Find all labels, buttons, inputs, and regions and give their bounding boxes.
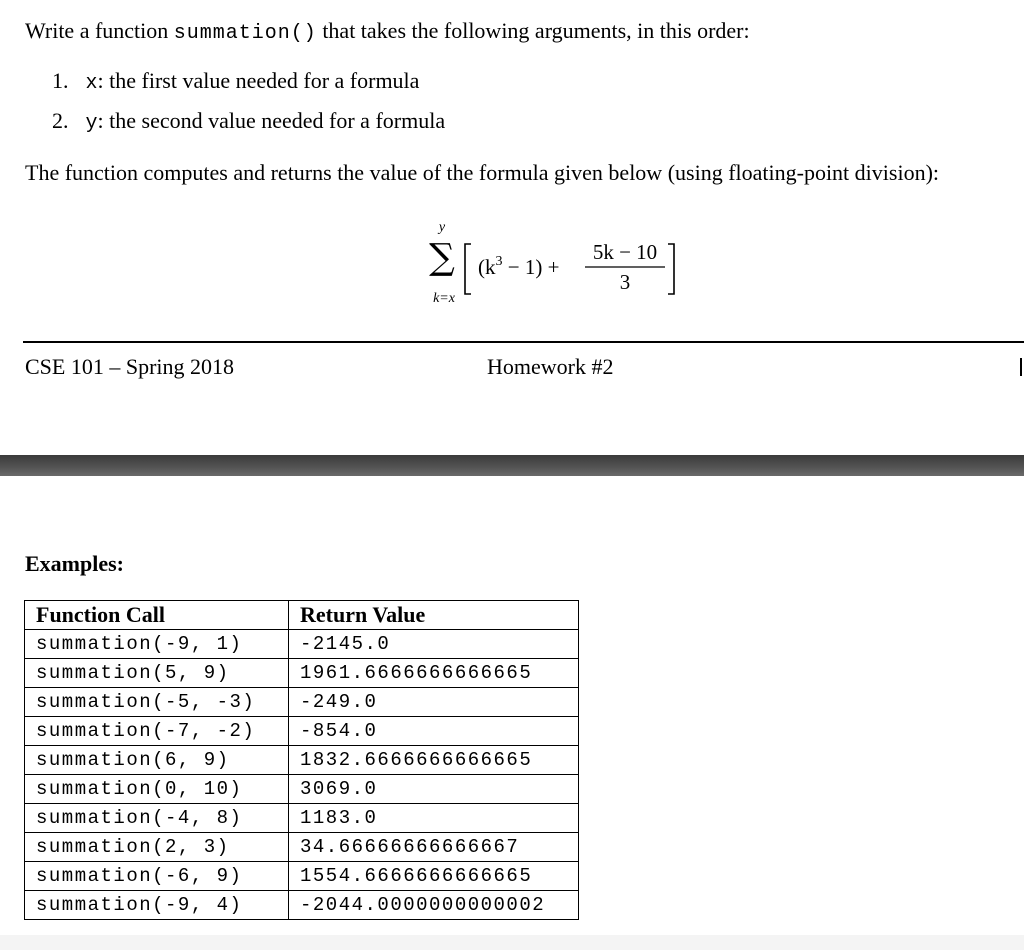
- argument-description: : the first value needed for a formula: [97, 68, 420, 93]
- argument-name: y: [85, 112, 98, 135]
- return-value-cell: -249.0: [289, 688, 579, 717]
- table-row: [25, 775, 579, 804]
- argument-number: 1.: [52, 68, 69, 93]
- return-value-cell: -2145.0: [289, 630, 579, 659]
- return-value-cell: 34.66666666666667: [289, 833, 579, 862]
- column-header: Function Call: [25, 601, 289, 630]
- argument-item: [52, 64, 445, 104]
- page-separator: [0, 455, 1024, 476]
- function-call-cell: summation(0, 10): [25, 775, 289, 804]
- argument-description: : the second value needed for a formula: [97, 108, 446, 133]
- argument-name: x: [85, 72, 98, 95]
- return-value-cell: 1554.6666666666665: [289, 862, 579, 891]
- table-header-row: [25, 601, 579, 630]
- left-bracket: [465, 244, 471, 294]
- function-name: summation(): [173, 22, 317, 45]
- function-call-cell: summation(5, 9): [25, 659, 289, 688]
- cut-off-page-text: [1020, 358, 1022, 376]
- header-rule: [23, 341, 1024, 343]
- term-close: − 1) +: [502, 255, 560, 279]
- table-row: [25, 630, 579, 659]
- sigma-symbol: ∑: [429, 237, 455, 278]
- examples-table: [24, 600, 579, 920]
- return-value-cell: 1961.6666666666665: [289, 659, 579, 688]
- examples-heading: Examples:: [25, 551, 124, 576]
- function-call-cell: summation(-7, -2): [25, 717, 289, 746]
- table-row: [25, 804, 579, 833]
- table-row: [25, 833, 579, 862]
- table-row: [25, 891, 579, 920]
- return-value-cell: 1183.0: [289, 804, 579, 833]
- summation-formula: [420, 222, 690, 308]
- formula-svg: [420, 222, 690, 308]
- function-call-cell: summation(2, 3): [25, 833, 289, 862]
- return-value-cell: -854.0: [289, 717, 579, 746]
- homework-title: Homework #2: [487, 354, 614, 379]
- fraction-denominator: 3: [619, 270, 631, 294]
- sigma-lower-limit: k=x: [433, 291, 455, 306]
- function-call-cell: summation(6, 9): [25, 746, 289, 775]
- argument-item: [52, 104, 445, 144]
- formula-term: [478, 254, 559, 279]
- function-call-cell: summation(-6, 9): [25, 862, 289, 891]
- term-exponent: 3: [495, 254, 503, 269]
- table-row: [25, 688, 579, 717]
- term-open: (k: [478, 255, 496, 279]
- argument-number: 2.: [52, 108, 69, 133]
- return-value-cell: 1832.6666666666665: [289, 746, 579, 775]
- table-row: [25, 746, 579, 775]
- return-value-cell: 3069.0: [289, 775, 579, 804]
- table-row: [25, 862, 579, 891]
- intro-before: Write a function: [25, 18, 174, 43]
- sigma-upper-limit: y: [438, 220, 446, 235]
- intro-after: that takes the following arguments, in this order:: [316, 18, 750, 43]
- computes-text: The function computes and returns the value of the formula given below (using floating-point division):: [25, 160, 940, 185]
- bottom-edge: [0, 935, 1024, 950]
- argument-list: [52, 64, 445, 144]
- right-bracket: [668, 244, 674, 294]
- course-title: CSE 101 – Spring 2018: [25, 354, 235, 379]
- intro-text: [25, 14, 750, 51]
- fraction-numerator: 5k − 10: [592, 240, 658, 264]
- function-call-cell: summation(-9, 1): [25, 630, 289, 659]
- table-row: [25, 717, 579, 746]
- column-header: Return Value: [289, 601, 579, 630]
- function-call-cell: summation(-5, -3): [25, 688, 289, 717]
- table-row: [25, 659, 579, 688]
- return-value-cell: -2044.0000000000002: [289, 891, 579, 920]
- function-call-cell: summation(-4, 8): [25, 804, 289, 833]
- function-call-cell: summation(-9, 4): [25, 891, 289, 920]
